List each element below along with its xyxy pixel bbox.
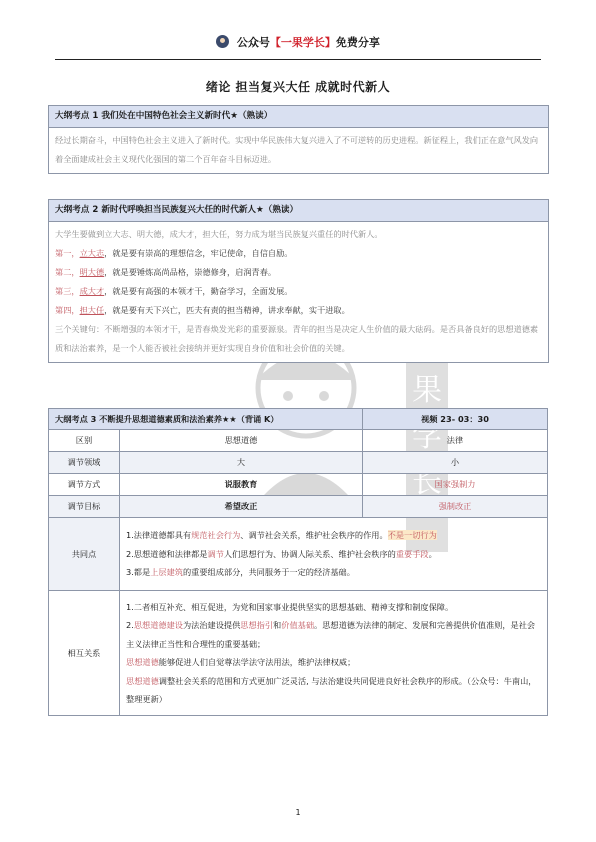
table-row (49, 430, 548, 452)
watermark-text: 果学长 (406, 316, 448, 552)
section-2-intro: 大学生要做到立大志、明大德，成大才，担大任，努力成为堪当民族复兴重任的时代新人。 (55, 229, 383, 239)
header-divider (55, 59, 541, 60)
list-item: 第四，担大任，就是要有天下兴亡，匹夫有责的担当精神，讲求奉献，实干进取。 (55, 305, 350, 315)
table-row (49, 518, 548, 591)
video-timestamp: 视频 23- 03：30 (363, 409, 548, 430)
table-row (49, 452, 548, 474)
table-cell: 说服教育 (120, 474, 363, 496)
common-points-cell: 1.法律道德都具有规范社会行为、调节社会关系，维护社会秩序的作用。不是一切行为 2.思想道德和法律都是调节人们思想行为、协调人际关系、维护社会秩序的重要手段。 3.都是上层建筑的重要组成部分，共同服务于一定的经济基础。 (120, 518, 548, 591)
list-item: 第三，成大才，就是要有高强的本领才干，勤奋学习，全面发展。 (55, 286, 293, 296)
table-row (49, 591, 548, 716)
section-1-heading: 大纲考点 1 我们处在中国特色社会主义新时代★（熟读） (49, 106, 548, 128)
table-cell: 调节方式 (49, 474, 120, 496)
table-cell: 调节领域 (49, 452, 120, 474)
table-row (49, 496, 548, 518)
avatar-logo-icon (216, 35, 229, 48)
relation-cell: 1.二者相互补充、相互促进，为党和国家事业提供坚实的思想基础、精神支撑和制度保障。 2.思想道德建设为法治建设提供思想指引和价值基础。思想道德为法律的制定、发展和完善提供价值准则，是社会主义法律正当性和合理性的重要基础； 思想道德能够促进人们自觉尊法学法守法用法，维护法律权威； 思想道德调整社会关系的范围和方式更加广泛灵活, 与法治建设共同促进良好社会秩序的形成。（公众号：牛南山，整理更新） (120, 591, 548, 716)
table-cell: 大 (120, 452, 363, 474)
section-1 (48, 105, 549, 174)
section-1-text: 经过长期奋斗，中国特色社会主义进入了新时代。实现中华民族伟大复兴进入了不可逆转的历史进程。新征程上，我们正在意气风发向着全面建成社会主义现代化强国的第二个百年奋斗目标迈进。 (55, 135, 539, 164)
table-cell: 希望改正 (120, 496, 363, 518)
page-number: 1 (295, 808, 301, 817)
table-cell: 共同点 (49, 518, 120, 591)
list-item: 第二，明大德，就是要锤炼高尚品格，崇德修身，启润青春。 (55, 267, 277, 277)
table-cell: 国家强制力 (363, 474, 548, 496)
section-3-heading: 大纲考点 3 不断提升思想道德素质和法治素养★★（背诵 K） (49, 409, 363, 430)
section-2 (48, 199, 549, 363)
table-header-cell: 思想道德 (120, 430, 363, 452)
table-header-cell: 法律 (363, 430, 548, 452)
header-post: 免费分享 (335, 36, 380, 49)
table-cell: 强制改正 (363, 496, 548, 518)
table-header-cell: 区别 (49, 430, 120, 452)
section-2-closing: 三个关键句：不断增强的本领才干，是青春焕发光彩的重要源泉。青年的担当是决定人生价值的最大砝码。是否具备良好的思想道德素质和法治素养，是一个人能否被社会接纳并更好实现自身价值和社会价值的关键。 (55, 324, 539, 353)
page-title: 绪论 担当复兴大任 成就时代新人 (205, 80, 391, 94)
comparison-table (48, 408, 548, 716)
table-row (49, 474, 548, 496)
section-2-heading: 大纲考点 2 新时代呼唤担当民族复兴大任的时代新人★（熟读） (49, 200, 548, 222)
table-cell: 调节目标 (49, 496, 120, 518)
table-cell: 小 (363, 452, 548, 474)
page-header (0, 34, 596, 50)
list-item: 第一，立大志，就是要有崇高的理想信念，牢记使命，自信自励。 (55, 248, 293, 258)
table-cell: 相互关系 (49, 591, 120, 716)
header-pre: 公众号 (236, 36, 270, 49)
header-brand: 【一果学长】 (269, 36, 336, 49)
